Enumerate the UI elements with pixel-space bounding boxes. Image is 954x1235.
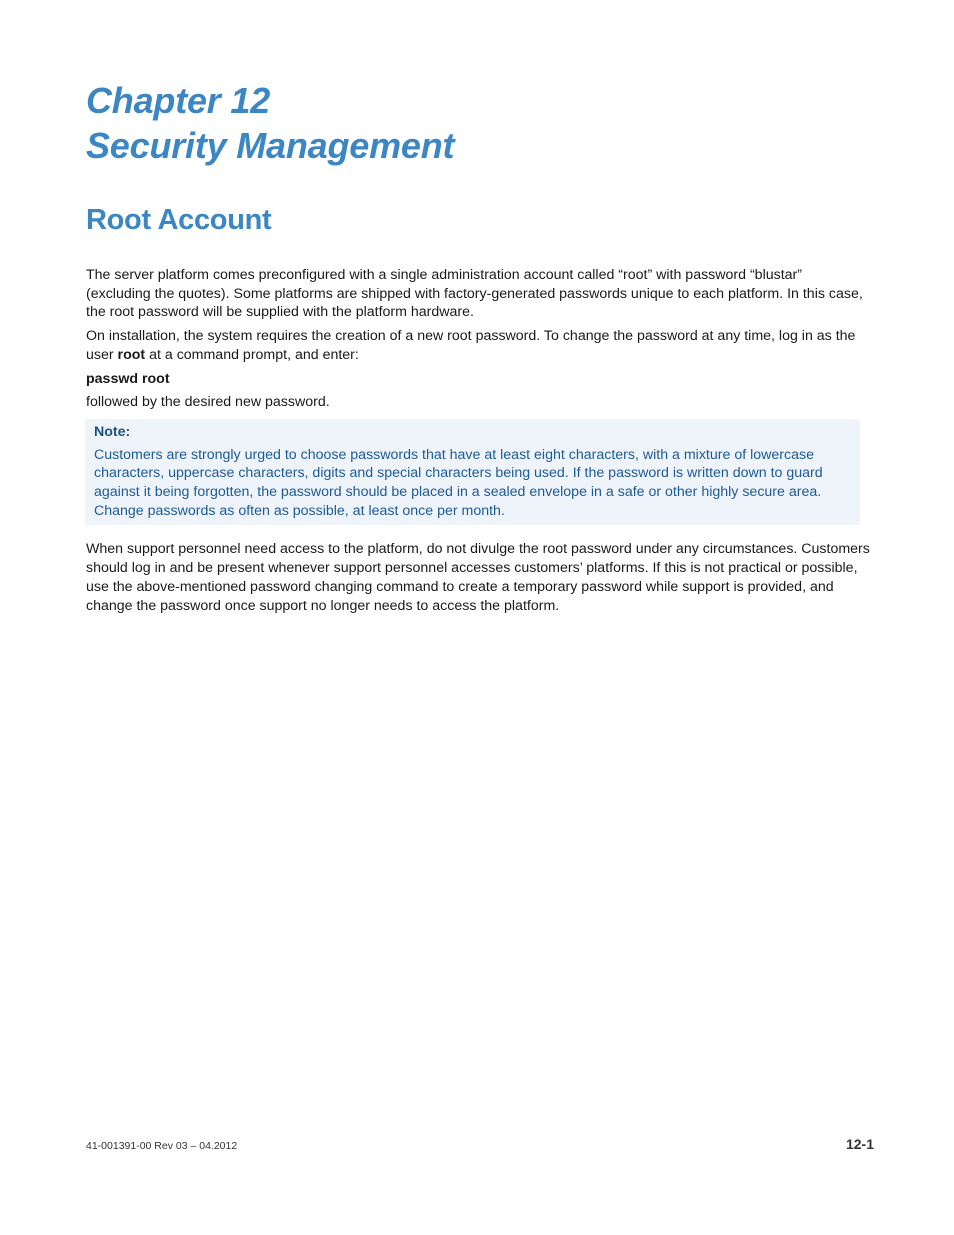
section-title: Root Account xyxy=(86,204,272,236)
footer-page-number: 12-1 xyxy=(845,1136,874,1152)
paragraph-support: When support personnel need access to the platform, do not divulge the root password under any circumstances. Customers should log in and be present whenever support personnel accesses customers’ platforms. If this is not practical or possible, use the above-mentioned password changing command to create a temporary password while support is provided, and change the password once support no longer needs to access the platform. xyxy=(86,541,870,614)
body-content xyxy=(86,266,870,620)
root-user-bold: root xyxy=(117,346,146,363)
note-label: Note: xyxy=(94,423,131,440)
paragraph-installation xyxy=(86,327,870,364)
chapter-number: Chapter 12 xyxy=(86,80,271,121)
command-passwd-root: passwd root xyxy=(86,370,170,387)
paragraph-installation-start: On installation, the system requires the creation of a new root password. To change the password at any time, log in as the user xyxy=(86,328,856,363)
note-box xyxy=(85,419,860,526)
paragraph-followed-by: followed by the desired new password. xyxy=(86,394,330,411)
chapter-title xyxy=(86,78,454,168)
paragraph-installation-end: at a command prompt, and enter: xyxy=(145,346,359,363)
chapter-name: Security Management xyxy=(86,125,455,166)
footer-doc-id: 41-001391-00 Rev 03 – 04.2012 xyxy=(86,1140,238,1152)
note-text: Customers are strongly urged to choose passwords that have at least eight characters, with a mixture of lowercase characters, uppercase characters, digits and special characters being used. If the password is written down to guard against it being forgotten, the password should be placed in a sealed envelope in a safe or other highly secure area. Change passwords as often as possible, at least once per month. xyxy=(94,446,823,519)
paragraph-intro: The server platform comes preconfigured with a single administration account called “root” with password “blustar” (excluding the quotes). Some platforms are shipped with factory-generated passwords unique to each platform. In this case, the root password will be supplied with the platform hardware. xyxy=(86,267,863,321)
